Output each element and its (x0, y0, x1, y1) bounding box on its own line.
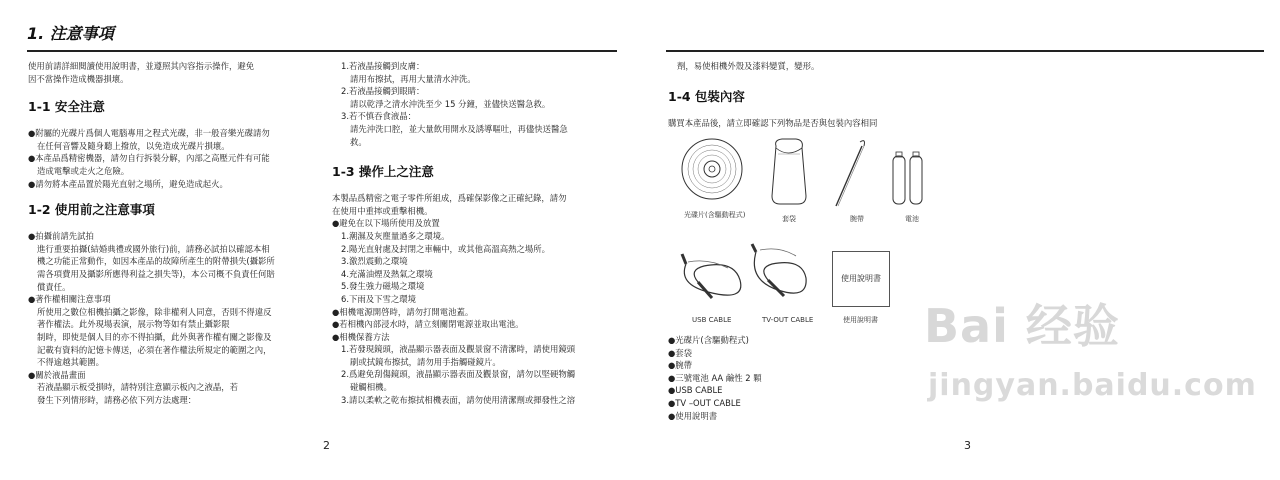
text-line: 刷或拭鏡布擦拭，請勿用手指觸碰鏡片。 (350, 356, 501, 367)
text-line: ●拍攝前請先試拍 (28, 231, 94, 242)
text-line: 本製品爲精密之電子零件所組成，爲確保影像之正確紀錄，請勿 (332, 193, 567, 204)
watermark-logo-text: Bai 经验 (924, 299, 1120, 353)
text-line: ●著作權相關注意事項 (28, 294, 111, 305)
section-heading-1-2: 1-2 使用前之注意事項 (28, 202, 155, 218)
intro-line: 使用前請詳細閱讀使用說明書，並遵照其內容指示操作，避免 (28, 61, 255, 71)
cd-disc-icon (682, 139, 742, 199)
text-line: 6.下雨及下雪之環境 (341, 293, 416, 304)
manual-box-text: 使用說明書 (841, 273, 881, 283)
text-line: ●若相機內部浸水時，請立刻關閉電源並取出電池。 (332, 319, 524, 330)
list-item: ●TV –OUT CABLE (668, 397, 741, 408)
list-item: ●套袋 (668, 347, 693, 358)
text-line: 3.請以柔軟之乾布擦拭相機表面，請勿使用清潔劑或揮發性之溶 (341, 394, 576, 405)
page-number-right: 3 (964, 439, 971, 452)
text-line: 償責任。 (37, 281, 71, 292)
figure-label-cd: 光碟片(含驅動程式) (684, 211, 746, 219)
figure-label-usb: USB CABLE (692, 316, 732, 324)
section-heading-1-4: 1-4 包裝內容 (668, 88, 745, 104)
text-line: 機之功能正常動作，如因本產品的故障所產生的附帶損失(攝影所 (37, 256, 275, 267)
figure-label-manual: 使用說明書 (843, 316, 878, 324)
baidu-jingyan-watermark (910, 299, 1260, 430)
left-column-1 (28, 60, 318, 406)
list-item: ●光碟片(含驅動程式) (668, 335, 749, 345)
text-line: 5.發生強力磁場之環境 (341, 281, 425, 292)
text-line: 在使用中重摔或重擊相機。 (332, 205, 433, 216)
section-heading-1-3: 1-3 操作上之注意 (332, 164, 434, 180)
manual-book-icon (832, 251, 890, 307)
wrist-strap-icon (836, 141, 865, 206)
header-rule-right (666, 50, 1264, 52)
package-contents-figure (668, 134, 958, 320)
list-item: ●腕帶 (668, 360, 693, 371)
text-line: ●請勿將本產品置於陽光直射之場所，避免造成起火。 (28, 178, 228, 189)
intro-line: 因不當操作造成機器損壞。 (28, 73, 129, 84)
page-header-title: 1. 注意事項 (27, 24, 114, 43)
figure-label-battery: 電池 (905, 215, 919, 223)
header-rule-left (27, 50, 617, 52)
usb-cable-icon (682, 254, 741, 298)
figure-label-bag: 套袋 (782, 215, 796, 223)
list-item: ●USB CABLE (668, 385, 723, 396)
text-line: 若液晶顯示板受損時，請特別注意顯示板內之液晶，若 (37, 382, 238, 393)
text-line: 1.潮濕及灰塵量過多之環境。 (341, 230, 450, 241)
text-line: 造成電擊或走火之危險。 (37, 165, 130, 176)
watermark-url-text: jingyan.baidu.com (928, 368, 1257, 403)
text-line: 2.陽光直射處及封閉之車輛中，或其他高溫高熱之場所。 (341, 243, 550, 254)
text-line: 不得逾越其範圍。 (37, 357, 104, 368)
text-line: 1.若液晶接觸到皮膚： (341, 61, 425, 71)
text-line: ●關於液晶畫面 (28, 369, 86, 380)
text-line: 在任何音響及隨身聽上撥放，以免造成光碟片損壞。 (37, 140, 230, 151)
text-line: 購買本產品後，請立即確認下列物品是否與包裝內容相同 (668, 117, 878, 128)
list-item: ●使用說明書 (668, 410, 718, 421)
right-column (668, 60, 958, 129)
left-column-2 (332, 60, 622, 406)
battery-icon (893, 152, 922, 204)
text-line: 碰觸相機。 (350, 382, 392, 393)
text-line: 2.若液晶接觸到眼睛： (341, 86, 425, 97)
text-line: ●附屬的光碟片爲個人電腦專用之程式光碟，非一般音樂光碟請勿 (28, 128, 270, 139)
text-line: 3.若不慎吞食液晶： (341, 111, 416, 122)
tvout-cable-icon (752, 244, 806, 296)
text-line: 1.若發現鏡頭，液晶顯示器表面及觀景窗不清潔時，請使用鏡頭 (341, 344, 576, 355)
section-heading-1-1: 1-1 安全注意 (28, 99, 105, 115)
figure-label-tvout: TV-OUT CABLE (762, 316, 814, 324)
figure-label-strap: 腕帶 (850, 215, 864, 223)
list-item: ●三號電池 AA 鹼性 2 顆 (668, 372, 762, 383)
text-line: 所使用之數位相機拍攝之影像，除非權利人同意，否則不得違反 (37, 306, 272, 317)
text-line: 著作權法。此外現場表演，展示物等如有禁止攝影限 (37, 319, 230, 330)
text-line: 需各項費用及攝影所應得利益之損失等)，本公司概不負責任何賠 (37, 268, 275, 279)
text-line: 制時，即使是個人目的亦不得拍攝，此外與著作權有關之影像及 (37, 331, 272, 342)
text-line: 請用布擦拭，再用大量清水沖洗。 (350, 73, 476, 84)
text-line: 發生下列情形時，請務必依下列方法處理： (37, 394, 197, 405)
text-line: 3.激烈震動之環境 (341, 256, 408, 267)
text-line: 4.充滿油煙及熱氣之環境 (341, 268, 433, 279)
camera-bag-icon (772, 139, 806, 204)
text-line: ●本產品爲精密機器，請勿自行拆裝分解，內部之高壓元件有可能 (28, 153, 270, 164)
text-line: 2.爲避免刮傷鏡頭，液晶顯示器表面及觀景窗，請勿以堅硬物觸 (341, 369, 576, 380)
text-line: ●避免在以下場所使用及放置 (332, 218, 440, 229)
text-line: 進行重要拍攝(結婚典禮或國外旅行)前，請務必試拍以確認本相 (37, 243, 270, 254)
text-line: 救。 (350, 136, 367, 147)
text-line: 請以乾淨之清水沖洗至少 15 分鐘，並儘快送醫急救。 (350, 98, 551, 109)
text-line: 請先沖洗口腔，並大量飲用開水及誘導嘔吐，再儘快送醫急 (350, 123, 568, 134)
text-line: ●相機保養方法 (332, 331, 390, 342)
text-line: 記載有資料的記憶卡傳送，必須在著作權法所規定的範圍之內， (37, 344, 272, 355)
text-line: 劑，易使相機外殼及漆料變質，變形。 (677, 61, 820, 71)
page-number-left: 2 (323, 439, 330, 452)
text-line: ●相機電源開啓時，請勿打開電池蓋。 (332, 306, 474, 317)
